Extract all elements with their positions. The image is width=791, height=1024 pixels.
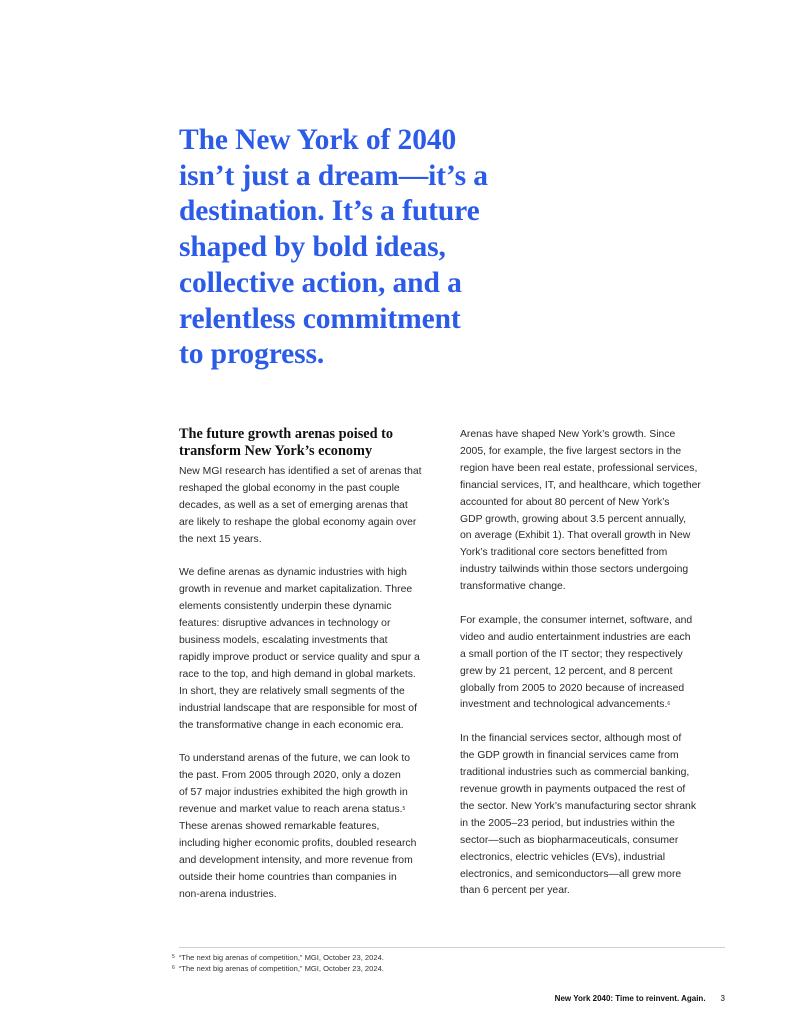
text-line: globally from 2005 to 2020 because of increased — [460, 682, 685, 694]
pull-quote-line: collective action, and a — [179, 266, 462, 299]
text-line: 2005, for example, the five largest sectors in the — [460, 445, 682, 457]
text-line: New MGI research has identified a set of arenas that — [179, 466, 422, 477]
paragraph — [460, 427, 735, 596]
paragraph — [179, 464, 454, 549]
footnote-reference[interactable]: 6 — [667, 701, 671, 708]
page-number: 3 — [720, 994, 725, 1003]
pull-quote-line: relentless commitment — [179, 302, 461, 335]
footnote — [172, 953, 384, 964]
text-line: are likely to reshape the global economy again over — [179, 516, 417, 528]
paragraph — [460, 613, 735, 714]
paragraph — [179, 565, 454, 734]
text-line: financial services, IT, and healthcare, which together — [460, 479, 701, 491]
text-line: accounted for about 80 percent of New York’s — [460, 496, 670, 508]
footnote-marker: 6 — [172, 964, 175, 971]
pull-quote-line: The New York of 2040 — [179, 124, 457, 156]
text-line: region have been real estate, professional services, — [460, 462, 698, 474]
text-line: of 57 major industries exhibited the high growth in — [179, 787, 408, 799]
page-footer — [555, 994, 725, 1003]
footnote-marker: 5 — [172, 954, 175, 960]
pull-quote-line: shaped by bold ideas, — [179, 231, 446, 264]
text-line: the sector. New York’s manufacturing sector shrank — [460, 800, 697, 812]
text-line: in the 2005–23 period, but industries within the — [460, 817, 675, 829]
text-line: industry tailwinds within those sectors undergoing — [460, 564, 689, 576]
text-line: traditional industries such as commercial banking, — [460, 767, 690, 779]
section-heading — [179, 426, 459, 459]
pull-quote-line: destination. It’s a future — [179, 195, 480, 228]
pull-quote-line: to progress. — [179, 338, 325, 371]
text-line: These arenas showed remarkable features, — [179, 821, 380, 832]
text-line: transformative change. — [460, 581, 566, 593]
paragraph — [460, 731, 735, 900]
text-segment: investment and technological advancements. — [460, 699, 668, 711]
text-segment: revenue and market value to reach arena status. — [179, 804, 403, 816]
text-line: decades, as well as a set of emerging arenas that — [179, 499, 408, 511]
text-line: outside their home countries than companies in — [179, 871, 397, 883]
text-line: a small portion of the IT sector; they respectively — [460, 648, 683, 660]
left-column — [179, 464, 454, 920]
text-line: To understand arenas of the future, we can look to — [179, 753, 411, 765]
section-heading-line: The future growth arenas poised to — [179, 426, 394, 442]
text-line: industrial landscape that are responsible for most of — [179, 702, 417, 714]
text-line: business models, escalating investments that — [179, 635, 388, 647]
text-line: Arenas have shaped New York’s growth. Since — [460, 429, 676, 440]
text-line: GDP growth, growing about 3.5 percent annually, — [460, 513, 687, 525]
text-line: including higher economic profits, doubled research — [179, 837, 417, 849]
text-line: We define arenas as dynamic industries with high — [179, 567, 407, 579]
text-line: the GDP growth in financial services came from — [460, 750, 679, 762]
text-line: non-arena industries. — [179, 888, 277, 900]
text-line: reshaped the global economy in the past couple — [179, 482, 400, 494]
text-line: race to the top, and high demand in global markets. — [179, 668, 416, 680]
text-line: electronics, electric vehicles (EVs), industrial — [460, 851, 665, 863]
text-line: For example, the consumer internet, software, and — [460, 614, 693, 626]
document-title: New York 2040: Time to reinvent. Again. — [554, 994, 706, 1003]
footnote-divider — [179, 947, 725, 948]
text-line: video and audio entertainment industries are each — [460, 631, 691, 643]
text-line: York’s traditional core sectors benefitted from — [460, 547, 668, 559]
text-line: than 6 percent per year. — [460, 885, 570, 897]
pull-quote-line: isn’t just a dream—it’s a — [179, 159, 488, 192]
text-line: the next 15 years. — [179, 533, 262, 545]
text-line: sector—such as biopharmaceuticals, consumer — [460, 834, 679, 846]
footnotes — [172, 953, 384, 974]
text-line: In short, they are relatively small segments of the — [179, 685, 405, 697]
text-line: grew by 21 percent, 12 percent, and 8 percent — [460, 665, 673, 677]
section-heading-line: transform New York’s economy — [179, 442, 373, 459]
text-line — [460, 697, 735, 714]
text-line: the transformative change in each economic era. — [179, 719, 404, 731]
footnote — [172, 964, 384, 975]
right-column — [460, 427, 735, 917]
text-line — [179, 802, 454, 819]
text-line: In the financial services sector, although most of — [460, 733, 682, 745]
text-line: electronics, and semiconductors—all grew more — [460, 868, 682, 880]
text-line: features: disruptive advances in technology or — [179, 618, 391, 630]
footnote-text: “The next big arenas of competition,” MGI, October 23, 2024. — [178, 963, 384, 973]
text-line: and development intensity, and more revenue from — [179, 854, 413, 866]
text-line: growth in revenue and market capitalization. Three — [179, 584, 413, 596]
footnote-text: “The next big arenas of competition,” MGI, October 23, 2024. — [178, 953, 384, 962]
text-line: rapidly improve product or service quality and spur a — [179, 651, 420, 663]
text-line: revenue growth in payments outpaced the rest of — [460, 784, 686, 795]
paragraph — [179, 751, 454, 903]
text-line: the past. From 2005 through 2020, only a dozen — [179, 770, 401, 782]
pull-quote — [179, 123, 539, 373]
text-line: elements consistently underpin these dynamic — [179, 601, 392, 613]
footnote-reference[interactable]: 5 — [402, 806, 406, 813]
text-line: on average (Exhibit 1). That overall growth in New — [460, 530, 691, 542]
